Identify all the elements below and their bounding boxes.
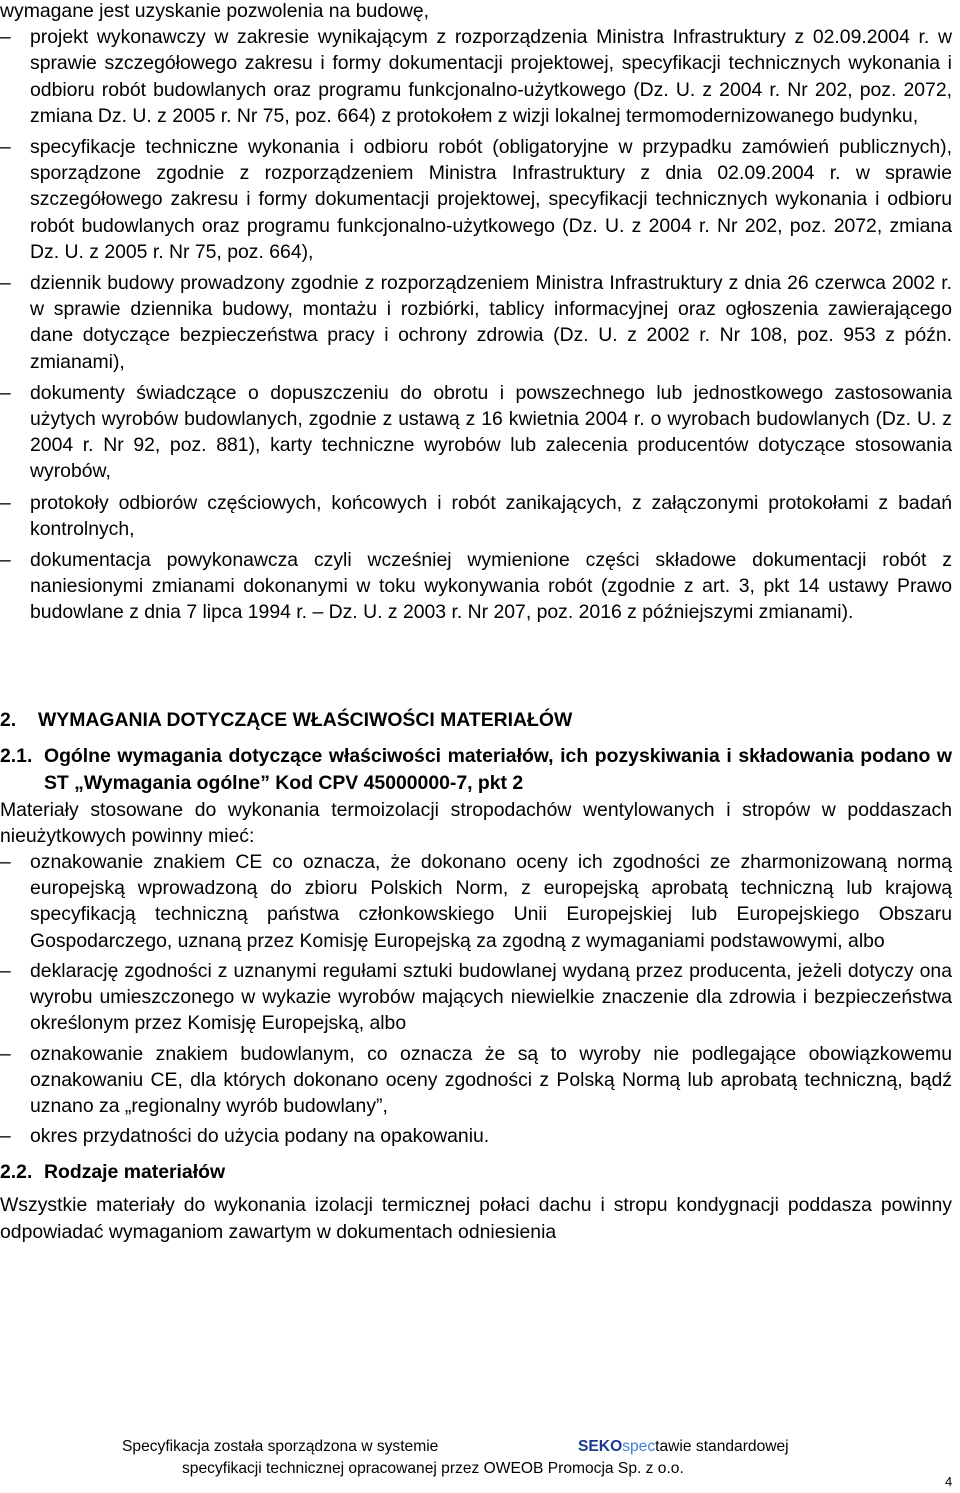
dash-bullet: – xyxy=(0,549,11,572)
list-item xyxy=(0,134,952,265)
section-title: WYMAGANIA DOTYCZĄCE WŁAŚCIWOŚCI MATERIAŁÓW xyxy=(38,708,573,731)
list-item xyxy=(0,849,952,954)
spec-logo-part: spec xyxy=(622,1438,656,1455)
section-number: 2. xyxy=(0,708,17,731)
list-item xyxy=(0,958,952,1037)
section-title: Ogólne wymagania dotyczące właściwości materiałów, ich pozyskiwania i składowania podano w ST „Wymagania ogólne” Kod CPV 45000000-7, pkt 2 xyxy=(44,744,952,794)
seko-logo-part: SEKO xyxy=(578,1438,623,1455)
list-item xyxy=(0,380,952,485)
dash-bullet: – xyxy=(0,1125,11,1148)
requirements-list xyxy=(0,849,952,1153)
continued-line: wymagane jest uzyskanie pozwolenia na budowę, xyxy=(0,0,430,22)
list-item xyxy=(0,1123,952,1149)
dash-bullet: – xyxy=(0,1042,11,1065)
list-item-text: dziennik budowy prowadzony zgodnie z rozporządzeniem Ministra Infrastruktury z dnia 26 czerwca 2002 r. w sprawie dziennika budowy, montażu i rozbiórki, tablicy informacyjnej oraz ogłoszenia zawierającego dane dotyczące bezpieczeństwa pracy i ochrony zdrowia (Dz. U. z 2002 r. Nr 108, poz. 953 z późn. zmianami), xyxy=(30,272,952,373)
section-2-1-intro: Materiały stosowane do wykonania termoizolacji stropodachów wentylowanych i stropów w poddaszach nieużytkowych powinny mieć: xyxy=(0,798,952,847)
dash-bullet: – xyxy=(0,136,11,159)
section-2-heading xyxy=(0,707,952,733)
section-2-2-paragraph: Wszystkie materiały do wykonania izolacji termicznej połaci dachu i stropu kondygnacji poddasza powinny odpowiadać wymaganiom zawartym w dokumentach odniesienia xyxy=(0,1194,952,1243)
list-item-text: dokumentacja powykonawcza czyli wcześniej wymienione części składowe dokumentacji robót z naniesionymi zmianami dokonanymi w toku wykonywania robót (zgodnie z art. 3, pkt 14 ustawy Prawo budowlane z dnia 7 lipca 1994 r. – Dz. U. z 2003 r. Nr 207, poz. 2016 z późniejszymi zmianami). xyxy=(30,549,952,624)
dash-bullet: – xyxy=(0,959,11,982)
list-item xyxy=(0,270,952,375)
section-title: Rodzaje materiałów xyxy=(44,1161,226,1184)
list-item-text: dokumenty świadczące o dopuszczeniu do obrotu i powszechnego lub jednostkowego zastosowania użytych wyrobów budowlanych, zgodnie z ustawą z 16 kwietnia 2004 r. o wyrobach budowlanych (Dz. U. z 2004 r. Nr 92, poz. 881), karty techniczne wyrobów lub zalecenia producentów dotyczące stosowania wyrobów, xyxy=(30,381,952,483)
list-item-text: okres przydatności do użycia podany na opakowaniu. xyxy=(30,1125,490,1148)
dash-bullet: – xyxy=(0,381,11,404)
list-item xyxy=(0,490,952,542)
list-item-text: specyfikacje techniczne wykonania i odbioru robót (obligatoryjne w przypadku zamówień publicznych), sporządzone zgodnie z rozporządzeniem Ministra Infrastruktury z dnia 02.09.2004 r. w sprawie szczegółowego zakresu i formy dokumentacji projektowej, specyfikacji technicznych wykonania i odbioru robót budowlanych oraz programu funkcjonalno-użytkowego (Dz. U. z 2004 r. Nr 202, poz. 2072, zmiana Dz. U. z 2005 r. Nr 75, poz. 664), xyxy=(30,136,952,263)
list-item xyxy=(0,24,952,129)
section-2-1-heading xyxy=(0,743,952,797)
list-item xyxy=(0,547,952,626)
list-item xyxy=(0,1041,952,1120)
footer-logo-line xyxy=(578,1436,789,1457)
list-item-text: deklarację zgodności z uznanymi regułami sztuki budowlanej wydaną przez producenta, jeżeli dotyczy ona wyrobu umieszczonego w wykazie wyrobów mających niewielkie znaczenie dla zdrowia i bezpieczeństwa określonym przez Komisję Europejską, albo xyxy=(30,959,952,1035)
dash-bullet: – xyxy=(0,851,11,874)
section-number: 2.2. xyxy=(0,1161,33,1184)
list-item-text: oznakowanie znakiem CE co oznacza, że dokonano oceny ich zgodności ze zharmonizowaną normą europejską wprowadzoną do zbioru Polskich Norm, z europejską aprobatą techniczną lub krajową specyfikacją techniczną państwa członkowskiego Unii Europejskiej lub Europejskiego Obszaru Gospodarczego, uznaną przez Komisję Europejską za zgodną z wymaganiami podstawowymi, albo xyxy=(30,851,952,952)
dash-bullet: – xyxy=(0,26,11,49)
footer-line-1-left: Specyfikacja została sporządzona w systemie xyxy=(122,1438,439,1455)
section-2-2-heading xyxy=(0,1159,952,1186)
footer-line-1-right: tawie standardowej xyxy=(655,1438,789,1455)
section-number: 2.1. xyxy=(0,744,33,767)
list-item-text: projekt wykonawczy w zakresie wynikającym z rozporządzenia Ministra Infrastruktury z 02.09.2004 r. w sprawie szczegółowego zakresu i formy dokumentacji projektowej, specyfikacji technicznych wykonania i odbioru robót budowlanych oraz programu funkcjonalno-użytkowego (Dz. U. z 2004 r. Nr 202, poz. 2072, zmiana Dz. U. z 2005 r. Nr 75, poz. 664) z protokołem z wizji lokalnej termomodernizowanego budynku, xyxy=(30,26,952,127)
dash-bullet: – xyxy=(0,491,11,514)
list-item-text: protokoły odbiorów częściowych, końcowych i robót zanikających, z załączonymi protokołami z badań kontrolnych, xyxy=(30,491,952,540)
page-number: 4 xyxy=(945,1474,953,1489)
dash-bullet: – xyxy=(0,272,11,295)
footer-line-2: specyfikacji technicznej opracowanej przez OWEOB Promocja Sp. z o.o. xyxy=(182,1460,684,1477)
documents-list xyxy=(0,24,952,630)
list-item-text: oznakowanie znakiem budowlanym, co oznacza że są to wyroby nie podlegające obowiązkowemu oznakowaniu CE, dla których dokonano oceny zgodności z Polską Normą lub aprobatą techniczną, bądź uznano za „regionalny wyrób budowlany”, xyxy=(30,1042,952,1117)
